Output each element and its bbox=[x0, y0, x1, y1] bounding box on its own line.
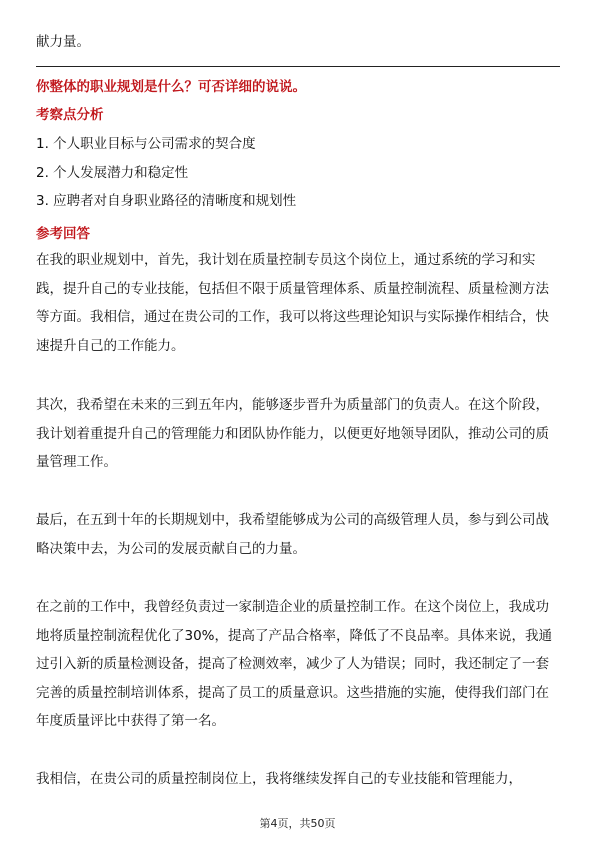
answer-paragraph: 在我的职业规划中，首先，我计划在质量控制专员这个岗位上，通过系统的学习和实践，提升自己的专业技能，包括但不限于质量管理体系、质量控制流程、质量检测方法等方面。我相信，通过在贵公司的工作，我可以将这些理论知识与实际操作相结合，快速提升自己的工作能力。 bbox=[36, 252, 549, 354]
analysis-item: 3. 应聘者对自身职业路径的清晰度和规划性 bbox=[36, 193, 297, 209]
analysis-list bbox=[36, 130, 560, 216]
answer-heading: 参考回答 bbox=[36, 226, 90, 242]
section-divider bbox=[36, 66, 560, 67]
previous-answer-tail: 献力量。 bbox=[36, 34, 90, 50]
analysis-item: 1. 个人职业目标与公司需求的契合度 bbox=[36, 136, 256, 152]
answer-paragraph: 其次，我希望在未来的三到五年内，能够逐步晋升为质量部门的负责人。在这个阶段，我计划着重提升自己的管理能力和团队协作能力，以便更好地领导团队，推动公司的质量管理工作。 bbox=[36, 397, 549, 470]
analysis-item: 2. 个人发展潜力和稳定性 bbox=[36, 164, 189, 181]
answer-paragraph: 最后，在五到十年的长期规划中，我希望能够成为公司的高级管理人员，参与到公司战略决策中去，为公司的发展贡献自己的力量。 bbox=[36, 512, 549, 557]
answer-paragraph: 我相信，在贵公司的质量控制岗位上，我将继续发挥自己的专业技能和管理能力， bbox=[36, 771, 522, 787]
answer-paragraph: 在之前的工作中，我曾经负责过一家制造企业的质量控制工作。在这个岗位上，我成功地将质量控制流程优化了30%，提高了产品合格率，降低了不良品率。具体来说，我通过引入新的质量检测设备，提高了检测效率，减少了人为错误；同时，我还制定了一套完善的质量控制培训体系，提高了员工的质量意识。这些措施的实施，使得我们部门在年度质量评比中获得了第一名。 bbox=[36, 599, 553, 729]
interview-question: 你整体的职业规划是什么？可否详细的说说。 bbox=[36, 79, 306, 95]
page-number: 第4页，共50页 bbox=[259, 817, 336, 830]
analysis-heading: 考察点分析 bbox=[36, 107, 104, 123]
